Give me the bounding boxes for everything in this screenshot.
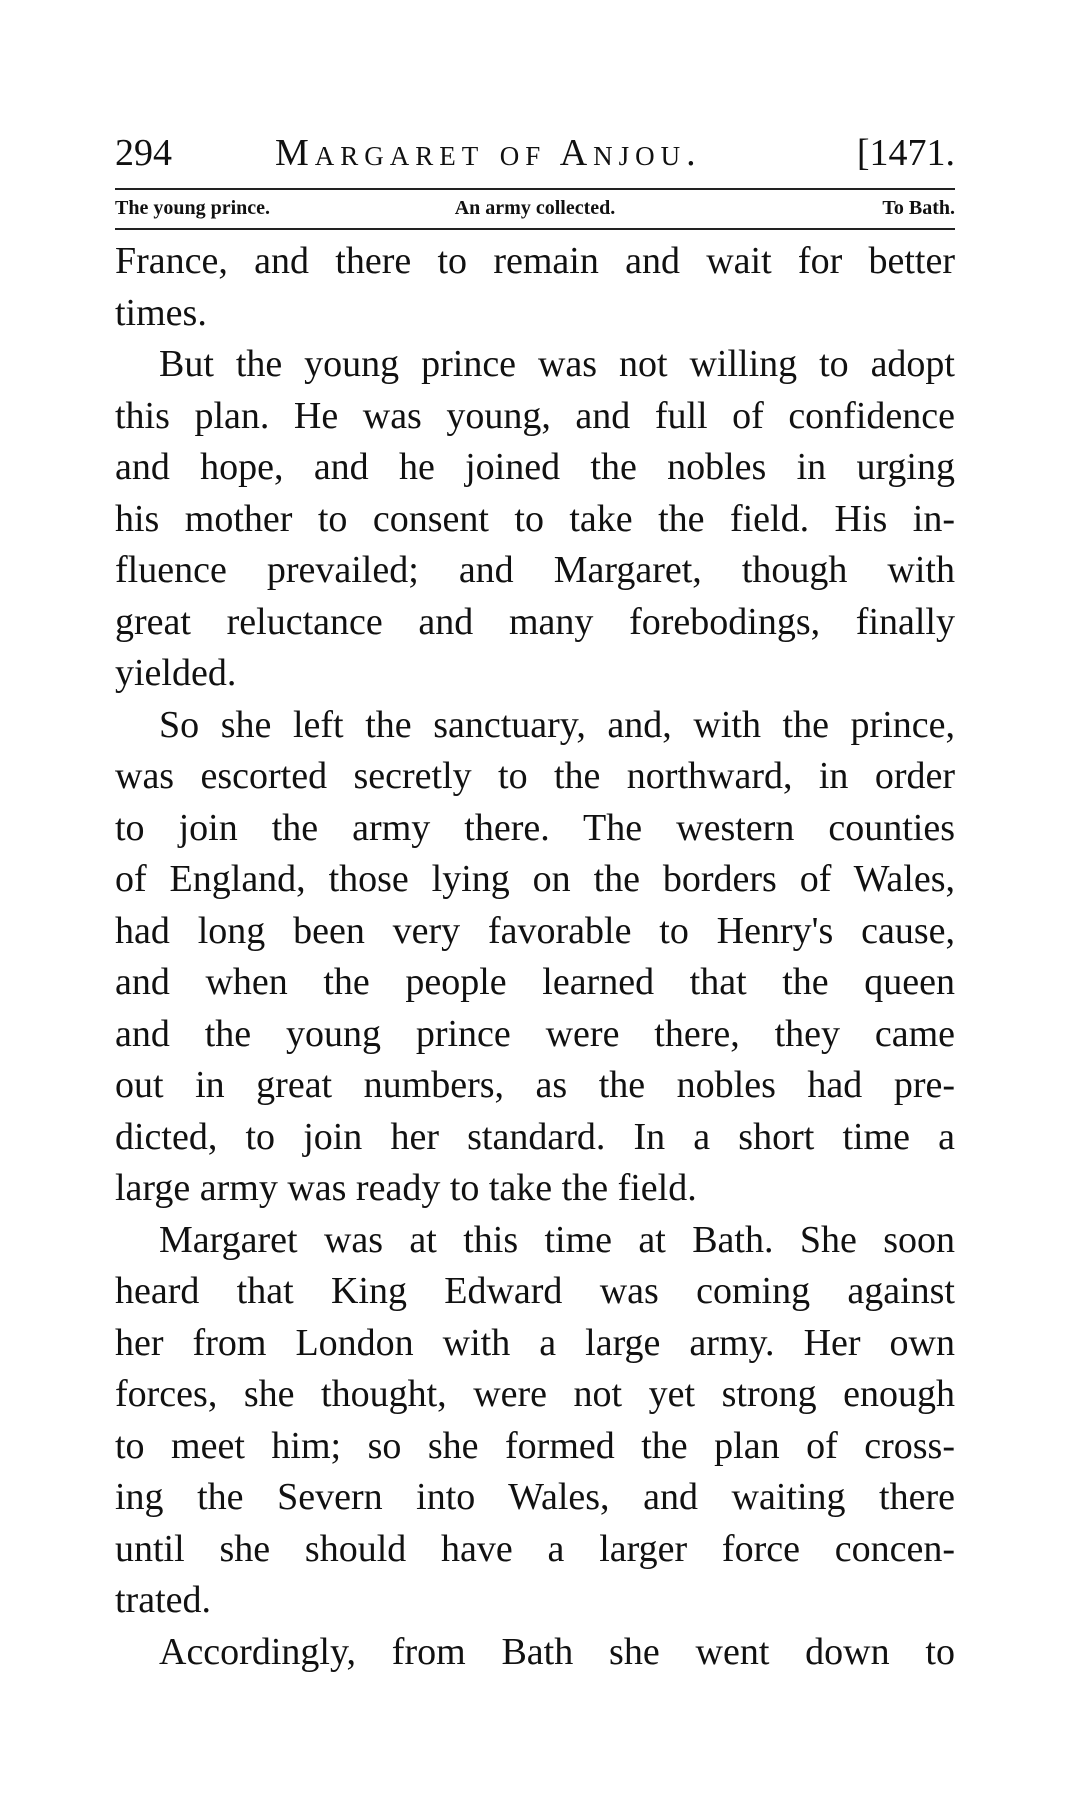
text-line: great reluctance and many forebodings, finally <box>115 600 955 643</box>
text-line: forces, she thought, were not yet strong enough <box>115 1373 955 1415</box>
text-line: was escorted secretly to the northward, in order <box>115 755 955 797</box>
text-line: large army was ready to take the field. <box>115 1167 697 1209</box>
text-line: and hope, and he joined the nobles in urging <box>115 446 955 488</box>
text-line: Margaret was at this time at Bath. She soon <box>159 1218 955 1261</box>
text-line: out in great numbers, as the nobles had pre- <box>115 1064 955 1106</box>
text-line: yielded. <box>115 652 237 694</box>
text-line: But the young prince was not willing to adopt <box>159 343 955 385</box>
text-line: and when the people learned that the queen <box>115 961 955 1003</box>
text-line: France, and there to remain and wait for better <box>115 240 955 282</box>
body-text <box>115 236 955 1678</box>
shoulder-note-left: The young prince. <box>115 197 271 219</box>
text-line: had long been very favorable to Henry's cause, <box>115 909 955 952</box>
text-line: fluence prevailed; and Margaret, though with <box>115 549 955 591</box>
shoulder-notes <box>115 190 955 226</box>
text-line: times. <box>115 291 207 334</box>
text-line: her from London with a large army. Her own <box>115 1321 955 1364</box>
text-line: dicted, to join her standard. In a short time a <box>115 1115 955 1158</box>
running-head <box>115 128 955 178</box>
text-line: and the young prince were there, they came <box>115 1012 955 1055</box>
year-marker: [1471. <box>856 132 955 174</box>
header-rule-bottom <box>115 228 955 230</box>
book-page <box>115 128 955 1678</box>
shoulder-note-center: An army collected. <box>454 197 616 219</box>
text-line: of England, those lying on the borders of Wales, <box>115 858 955 900</box>
text-line: heard that King Edward was coming against <box>115 1270 955 1312</box>
text-line: ing the Severn into Wales, and waiting there <box>115 1476 955 1518</box>
text-line: to meet him; so she formed the plan of cross- <box>115 1424 955 1467</box>
text-line: this plan. He was young, and full of confidence <box>115 394 955 437</box>
text-line: his mother to consent to take the field. His in- <box>115 497 955 540</box>
text-line: until she should have a larger force concen- <box>115 1527 955 1570</box>
text-line: Accordingly, from Bath she went down to <box>159 1630 955 1673</box>
shoulder-note-right: To Bath. <box>882 197 955 219</box>
text-line: to join the army there. The western counties <box>115 806 955 849</box>
book-title: Margaret of Anjou. <box>275 132 702 174</box>
text-line: So she left the sanctuary, and, with the prince, <box>159 703 955 746</box>
text-line: trated. <box>115 1579 212 1621</box>
page-number: 294 <box>115 132 172 174</box>
